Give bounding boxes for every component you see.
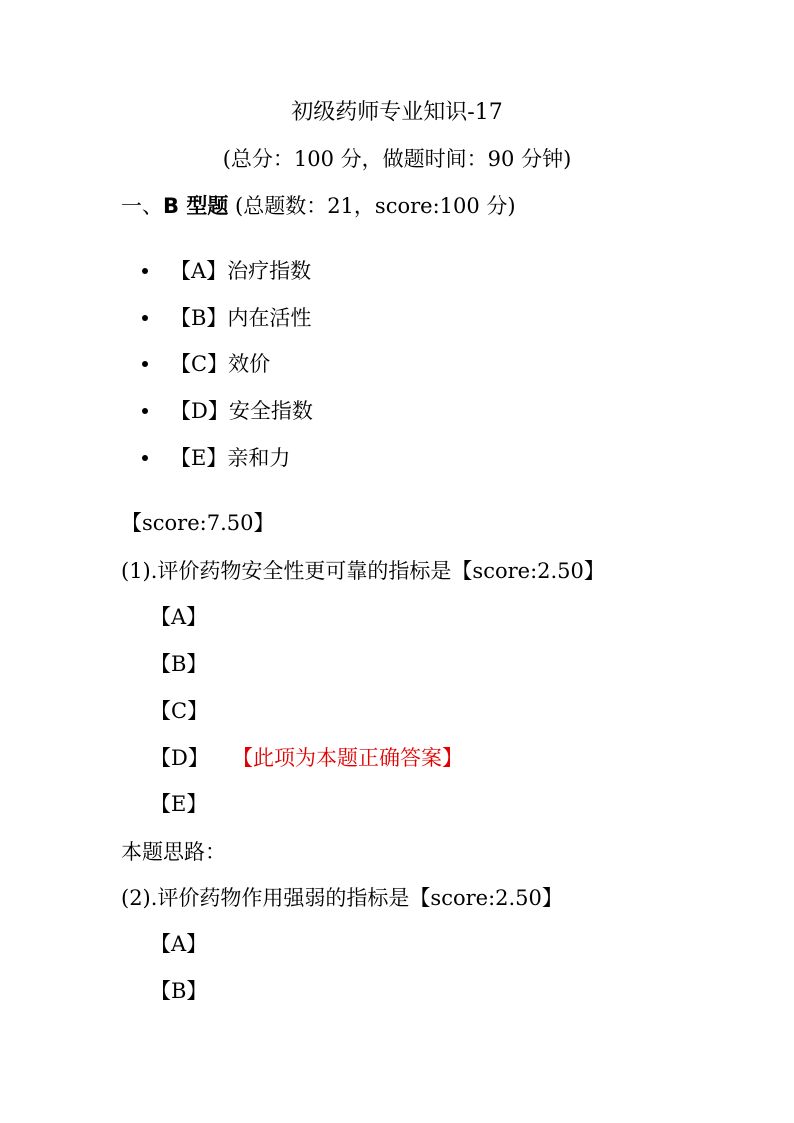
option-item-c (142, 354, 270, 375)
question-1-text: (1).评价药物安全性更可靠的指标是【score:2.50】 (121, 559, 605, 583)
document-title: 初级药师专业知识-17 (291, 100, 503, 125)
section-info: (总题数：21，score:100 分) (228, 194, 516, 218)
section-prefix: 一、 (121, 194, 163, 218)
question-2-text: (2).评价药物作用强弱的指标是【score:2.50】 (121, 886, 563, 910)
bullet-icon (142, 361, 148, 367)
group-score: 【score:7.50】 (121, 511, 275, 535)
option-label: 【A】治疗指数 (170, 259, 312, 283)
option-label: 【B】内在活性 (170, 306, 312, 330)
option-item-d (142, 401, 313, 422)
section-heading (121, 196, 516, 217)
bullet-icon (142, 455, 148, 461)
option-item-b (142, 308, 311, 329)
bullet-icon (142, 268, 148, 274)
bullet-icon (142, 315, 148, 321)
correct-answer-note: 【此项为本题正确答案】 (232, 746, 463, 770)
question-1-choice-e: 【E】 (150, 792, 208, 816)
question-1-choice-c: 【C】 (150, 699, 209, 723)
option-label: 【D】安全指数 (170, 399, 313, 423)
question-1-choice-d: 【D】 (150, 746, 209, 770)
question-2-choice-b: 【B】 (150, 979, 208, 1003)
section-type-label: B 型题 (163, 194, 229, 218)
option-label: 【E】亲和力 (170, 446, 291, 470)
option-item-e (142, 448, 290, 469)
question-1-analysis-label: 本题思路： (121, 840, 226, 864)
question-1-choice-b: 【B】 (150, 652, 208, 676)
question-1-choice-a: 【A】 (150, 605, 208, 629)
document-subtitle: (总分：100 分，做题时间：90 分钟) (222, 147, 572, 171)
question-2-choice-a: 【A】 (150, 932, 208, 956)
bullet-icon (142, 408, 148, 414)
option-label: 【C】效价 (170, 352, 271, 376)
option-item-a (142, 261, 311, 282)
